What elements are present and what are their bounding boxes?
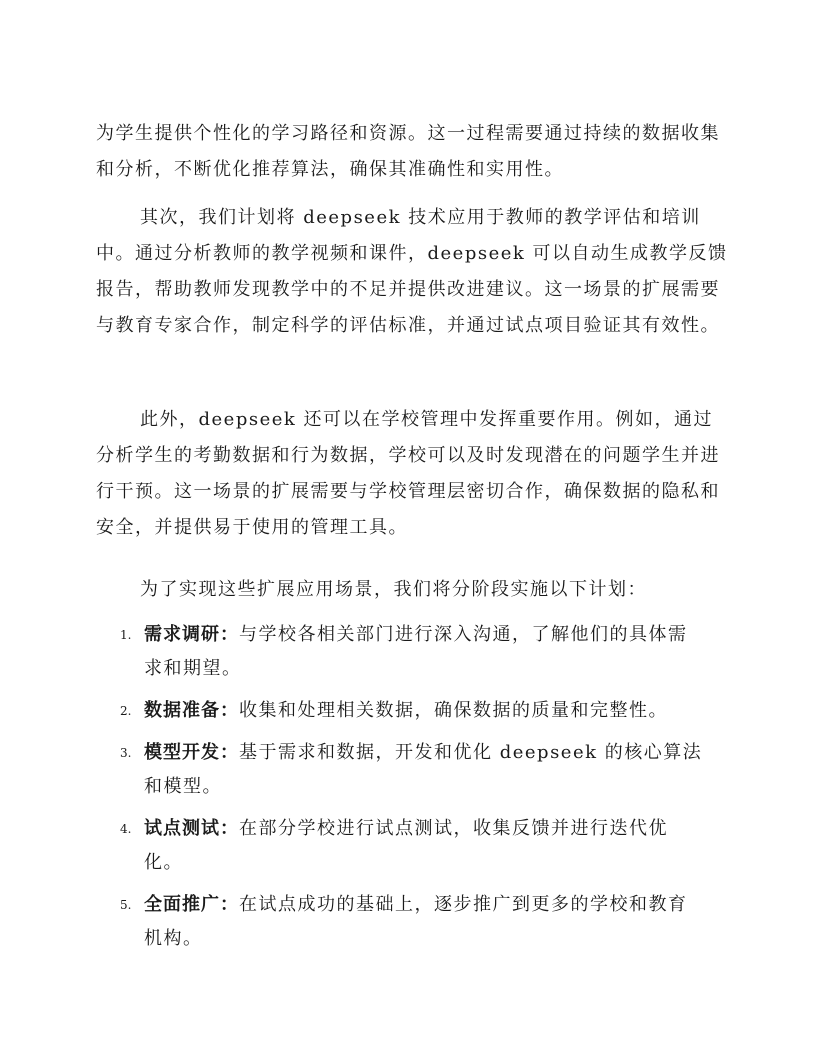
list-item	[120, 736, 704, 804]
list-item-term: 需求调研：	[144, 624, 239, 645]
list-item-number: 5.	[120, 898, 132, 912]
list-item	[120, 888, 704, 956]
list-item-number: 4.	[120, 822, 132, 836]
list-item-number: 2.	[120, 704, 132, 718]
list-item-term: 数据准备：	[144, 700, 239, 721]
paragraph-school-management: 此外，deepseek 还可以在学校管理中发挥重要作用。例如，通过分析学生的考勤数据和行为数据，学校可以及时发现潜在的问题学生并进行干预。这一场景的扩展需要与学校管理层密切合作，确保数据的隐私和安全，并提供易于使用的管理工具。	[96, 409, 720, 538]
list-item-term: 试点测试：	[144, 818, 239, 839]
list-item-term: 全面推广：	[144, 894, 239, 915]
list-item-description: 与学校各相关部门进行深入沟通，了解他们的具体需求和期望。	[144, 624, 688, 679]
list-item-description: 基于需求和数据，开发和优化 deepseek 的核心算法和模型。	[144, 742, 703, 797]
list-item-description: 收集和处理相关数据，确保数据的质量和完整性。	[239, 700, 668, 721]
paragraph-plan-intro: 为了实现这些扩展应用场景，我们将分阶段实施以下计划：	[140, 579, 647, 600]
list-item-description: 在部分学校进行试点测试，收集反馈并进行迭代优化。	[144, 818, 668, 873]
plan-steps-list	[120, 618, 740, 964]
paragraph-teacher-evaluation: 其次，我们计划将 deepseek 技术应用于教师的教学评估和培训中。通过分析教师的教学视频和课件，deepseek 可以自动生成教学反馈报告，帮助教师发现教学中的不足并提供改进建议。这一场景的扩展需要与教育专家合作，制定科学的评估标准，并通过试点项目验证其有效性。	[96, 207, 728, 336]
list-item	[120, 618, 704, 686]
list-item	[120, 812, 704, 880]
list-item	[120, 694, 784, 728]
paragraph-personalized-learning: 为学生提供个性化的学习路径和资源。这一过程需要通过持续的数据收集和分析，不断优化推荐算法，确保其准确性和实用性。	[96, 123, 720, 180]
list-item-number: 1.	[120, 628, 132, 642]
list-item-number: 3.	[120, 746, 132, 760]
list-item-term: 模型开发：	[144, 742, 239, 763]
list-item-description: 在试点成功的基础上，逐步推广到更多的学校和教育机构。	[144, 894, 688, 949]
